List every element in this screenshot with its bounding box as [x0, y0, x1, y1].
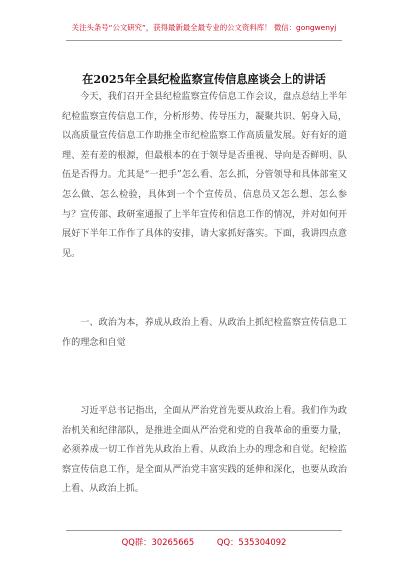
section-heading-one: 一、政治为本，养成从政治上看、从政治上抓纪检监察宣传信息工作的理念和自觉 — [62, 318, 347, 348]
footer-contact — [0, 536, 408, 548]
paragraph-intro: 今天，我们召开全县纪检监察宣传信息工作会议，盘点总结上半年纪检监察宣传信息工作，分析形势、传导压力，凝聚共识、躬身入局，以高质量宣传信息工作助推全市纪检监察工作高质量发展。好有好的道理、差有差的根源，但最根本的在于领导是否重视、导向是否鲜明、队伍是否得力。尤其是“一把手”怎么看、怎么抓，分管领导和具体部室又怎么做、怎么检验，具体到一个个宣传员、信息员又怎么想、怎么参与？宣传部、政研室通报了上半年宣传和信息工作的情况，并对如何开展好下半年工作作了具体的安排，请大家抓好落实。下面，我讲四点意见。 — [62, 92, 347, 259]
header-divider — [66, 40, 342, 41]
footer-qq-number: QQ：535304092 — [216, 537, 287, 547]
footer-qq-group: QQ群：30265665 — [121, 537, 195, 547]
document-title: 在2025年全县纪检监察宣传信息座谈会上的讲话 — [82, 72, 326, 86]
footer-divider — [66, 530, 342, 531]
paragraph-section-one: 习近平总书记指出，全面从严治党首先要从政治上看。我们作为政治机关和纪律部队，是推进全面从严治党和党的自我革命的重要力量，必须养成一切工作首先从政治上看、从政治上办的理念和自觉。纪检监察宣传信息工作，是全面从严治党丰富实践的延伸和深化，也要从政治上看、从政治上抓。 — [62, 406, 347, 495]
header-banner: 关注头条号“公文研究”，获得最新最全最专业的公文资料库！ 微信：gongwenyj — [71, 23, 337, 32]
